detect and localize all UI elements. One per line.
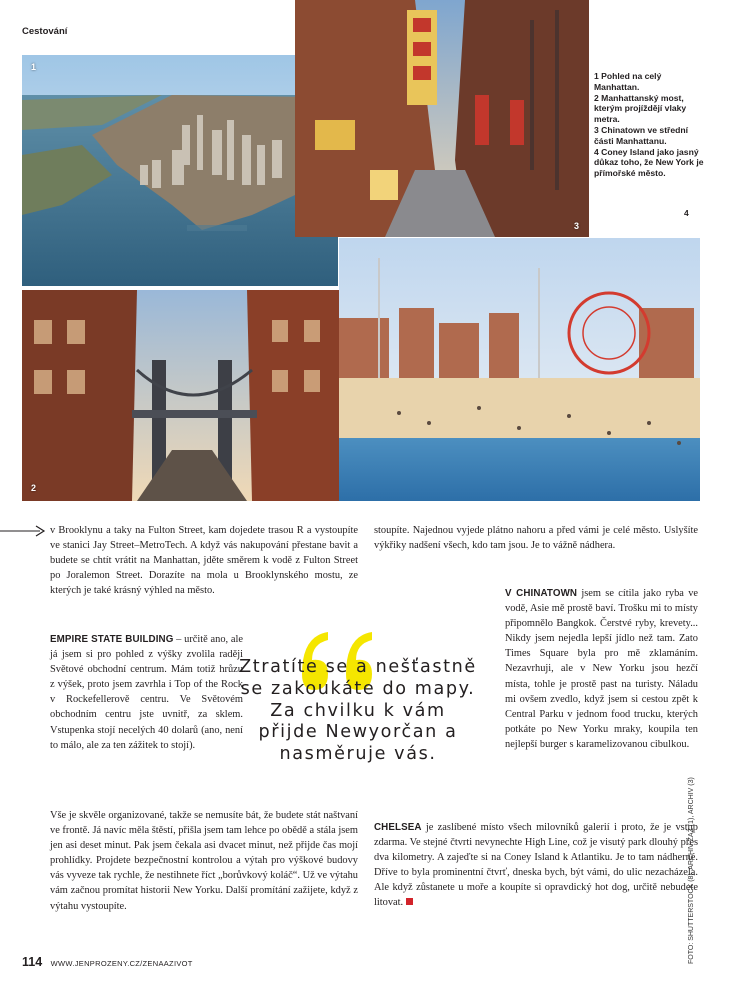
footer-url[interactable]: WWW.JENPROZENY.CZ/ZENAAZIVOT: [50, 959, 193, 968]
empire-state-text: – určitě ano, ale já jsem si pro pohled z výšky zvolila raději Světové obchodní centrum. Mám totiž hrůzu z výšek, proto jsem zavrhla i Top of the Rock v Rockefellerově centru. Ve Světovém obchodním centru jste uvnitř, za sklem. Vstupenka stojí necelých 40 dolarů (ano, není to málo, ale za ten zážitek to stojí).: [50, 634, 243, 751]
body-empire-state: [50, 632, 243, 753]
photo-number-2: 2: [31, 483, 37, 493]
photo-number-4: 4: [684, 208, 689, 218]
chinatown-text: jsem se cítila jako ryba ve vodě, Asie mě prostě baví. Trošku mi to místy připomnělo Bangkok. Čerstvé ryby, krevety... Nikdy jsem nejedla lepší jídlo než tam. Zato Times Square byla pro mě zklamáním. Nezavrhuji, ale v New Yorku jsou hezčí místa, tohle je prostě past na turisty. Náladu mi ovšem zvedlo, když jsem si cestou zpět k Central Parku v jednom food trucku, kterých potkáte po New Yorku mraky, koupila ten nejlepší burger s karamelizovanou cibulkou.: [505, 588, 699, 750]
page-number: 114: [22, 955, 43, 969]
photo-number-1: 1: [31, 62, 37, 72]
body-col2-intro: stoupíte. Najednou vyjede plátno nahoru a před vámi je celé město. Uslyšíte výkřiky nadšení všech, kdo tam jsou. Je to vážně nádhera.: [374, 525, 698, 552]
body-chelsea: [374, 820, 698, 911]
photo-coney-island: [339, 238, 700, 501]
photo-manhattan-bridge: [22, 290, 339, 501]
arrow-indicator: [0, 521, 48, 541]
page-footer: [22, 953, 193, 971]
body-chinatown: [505, 586, 698, 752]
chelsea-text: je zaslíbené místo všech milovníků galerií i proto, že je vstup zdarma. Ve stejné čtvrti nevynechte High Line, což je visutý park dlouhý přes dva kilometry. A zajeďte si na Coney Island k Atlantiku. Je to tam nádherné. Dříve to byla prominentní čtvrť, dneska bych, být vámi, do ulic nezacházela. Ale když zůstanete u moře a koupíte si opravdický hot dog, určitě nebudete litovat.: [374, 822, 698, 909]
pull-quote: Ztratíte se a nešťastně se zakoukáte do mapy. Za chvilku k vám přijde Newyorčan a nasměruje vás.: [239, 657, 477, 765]
heading-chelsea: CHELSEA: [374, 822, 422, 833]
photo-number-3: 3: [574, 221, 580, 231]
photo-credit-text: FOTO: SHUTTERSTOCK (8), ARCHIV ŽAŽ (1), ARCHIV (3): [688, 777, 695, 964]
caption-2: 2 Manhattanský most, kterým projíždějí vlaky metra.: [594, 92, 687, 125]
photo-chinatown-street: [295, 0, 589, 237]
heading-chinatown: V CHINATOWN: [505, 588, 578, 599]
photo-credit: [688, 744, 700, 964]
photo-manhattan-aerial: [22, 55, 338, 286]
caption-3: 3 Chinatown ve střední části Manhattanu.: [594, 124, 689, 146]
heading-empire-state: EMPIRE STATE BUILDING: [50, 634, 174, 645]
body-col1-intro: v Brooklynu a taky na Fulton Street, kam dojedete trasou R a vystoupíte ve stanici Jay Street–MetroTech. A když vás nakupování přestane bavit a budete se chtít vrátit na Manhattan, jděte směrem k vodě z Fulton Street po Joralemon Street. Dorazíte na mola u Brooklynského mostu, ze kterých je také krásný výhled na město.: [50, 525, 358, 597]
caption-1: 1 Pohled na celý Manhattan.: [594, 71, 662, 92]
caption-4: 4 Coney Island jako jasný důkaz toho, že New York je přímořské město.: [594, 146, 704, 179]
photo-captions: [594, 71, 706, 179]
body-col1-rest: Vše je skvěle organizované, takže se nemusíte bát, že budete stát naštvaní ve frontě. Já navíc měla štěstí, přišla jsem tam lehce po obědě a stála jsem jen asi deset minut. Pak jsem čekala asi dvacet minut, než přijde čas mojí prohlídky. Projdete bezpečnostní kontrolou a výtah pro výškové budovy vás vyveze tak rychle, že nestihnete říct „borůvkový koláč“. Už ve výtahu vám začnou promítat historii New Yorku. Další promítání zažijete, když z výtahu vystoupíte.: [50, 810, 358, 912]
end-mark: [406, 898, 413, 905]
section-label: Cestování: [22, 26, 68, 37]
